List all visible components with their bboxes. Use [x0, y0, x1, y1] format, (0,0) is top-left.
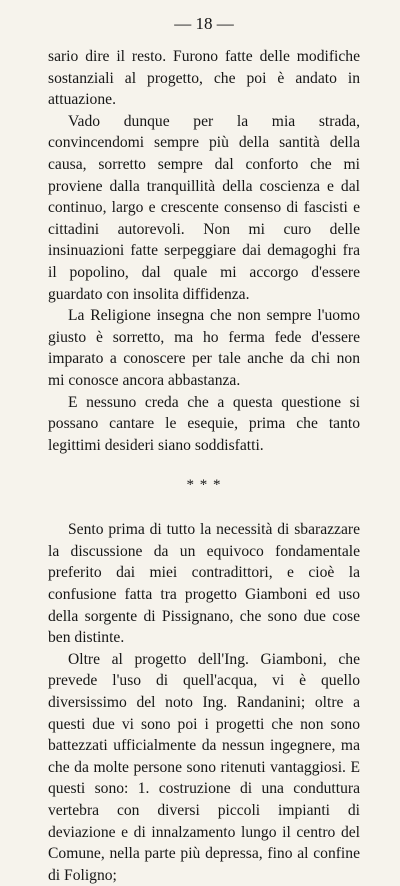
paragraph: Sento prima di tutto la necessità di sbarazzare la discussione da un equivoco fondamentale preferito dai miei contradittori, e cioè la confusione fatta tra progetto Giamboni ed uso della sorgente di Pissignano, che sono due cose ben distinte.	[48, 521, 360, 647]
paragraph: Oltre al progetto dell'Ing. Giamboni, che prevede l'uso di quell'acqua, vi è quello diversissimo del noto Ing. Randanini; oltre a questi due vi sono poi i progetti che non sono battezzati ufficialmente da nessun ingegnere, ma che da molte persone sono ritenuti vantaggiosi. E questi sono: 1. costruzione di una conduttura vertebra con diversi piccoli impianti di deviazione e di innalzamento lungo il centro del Comune, nella parte più depressa, fino al confine di Foligno;	[48, 650, 360, 884]
text-section-b	[48, 519, 360, 886]
page-number: — 18 —	[174, 14, 234, 33]
paragraph: Vado dunque per la mia strada, convincendomi sempre più della santità della causa, sorretto sempre dal conforto che mi proviene dalla tranquillità della coscienza e dal continuo, largo e crescente consenso di fascisti e cittadini autorevoli. Non mi curo delle insinuazioni fatte serpeggiare dai demagoghi fra il popolino, dal quale mi accorgo d'essere guardato con insolita diffidenza.	[48, 112, 360, 303]
paragraph: E nessuno creda che a questa questione si possano cantare le esequie, prima che tanto legittimi desideri siano soddisfatti.	[48, 393, 360, 454]
paragraph-continuation: sario dire il resto. Furono fatte delle modifiche sostanziali al progetto, che poi è andato in attuazione.	[48, 48, 360, 109]
text-section-a	[48, 46, 360, 456]
section-separator: * * *	[186, 477, 222, 494]
paragraph: La Religione insegna che non sempre l'uomo giusto è sorretto, ma ho ferma fede d'essere imparato a conoscere per tale anche da chi non mi conosce ancora abbastanza.	[48, 307, 360, 389]
